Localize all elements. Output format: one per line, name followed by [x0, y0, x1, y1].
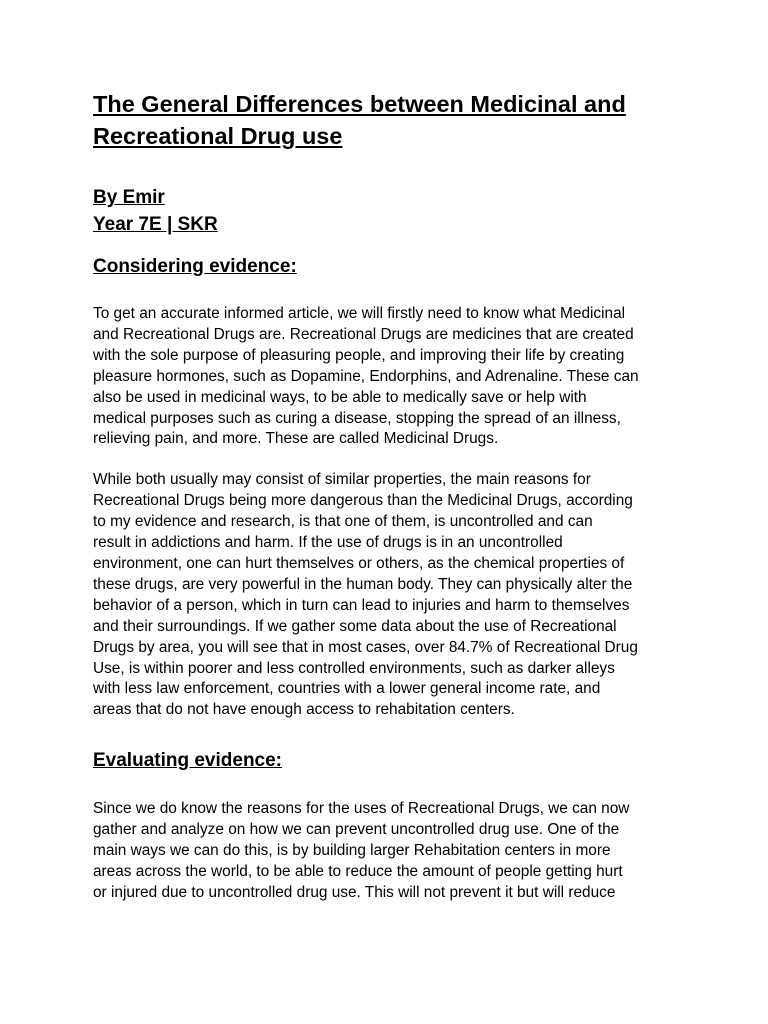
text-line: pleasure hormones, such as Dopamine, Endorphins, and Adrenaline. These can [93, 367, 639, 385]
text-line: To get an accurate informed article, we will firstly need to know what Medicinal [93, 305, 626, 322]
text-line: and Recreational Drugs are. Recreational Drugs are medicines that are created [93, 325, 634, 343]
text-line: to my evidence and research, is that one of them, is uncontrolled and can [93, 513, 593, 531]
text-line: these drugs, are very powerful in the human body. They can physically alter the [93, 575, 633, 593]
text-line: areas across the world, to be able to reduce the amount of people getting hurt [93, 862, 623, 880]
text-line: Recreational Drugs being more dangerous than the Medicinal Drugs, according [93, 492, 633, 510]
paragraph-definitions [93, 304, 683, 450]
section-heading-considering: Considering evidence: [93, 256, 297, 277]
byline [93, 184, 683, 238]
text-line: gather and analyze on how we can prevent uncontrolled drug use. One of the [93, 821, 620, 839]
title-line: Recreational Drug use [93, 123, 343, 149]
text-line: with the sole purpose of pleasuring people, and improving their life by creating [93, 346, 625, 364]
class-label: Year 7E | SKR [93, 214, 218, 235]
text-line: relieving pain, and more. These are called Medicinal Drugs. [93, 430, 499, 448]
paragraph-prevention [93, 799, 683, 904]
text-line: result in addictions and harm. If the use of drugs is in an uncontrolled [93, 534, 563, 552]
text-line: Since we do know the reasons for the uses of Recreational Drugs, we can now [93, 800, 630, 818]
text-line: behavior of a person, which in turn can lead to injuries and harm to themselves [93, 596, 630, 614]
text-line: medical purposes such as curing a disease, stopping the spread of an illness, [93, 409, 621, 427]
text-line: areas that do not have enough access to rehabitation centers. [93, 701, 515, 719]
title-line: The General Differences between Medicinal and [93, 91, 626, 117]
document-title [93, 88, 683, 152]
text-line: or injured due to uncontrolled drug use. This will not prevent it but will reduce [93, 883, 616, 901]
text-line: and their surroundings. If we gather some data about the use of Recreational [93, 617, 617, 635]
text-line: environment, one can hurt themselves or others, as the chemical properties of [93, 554, 625, 572]
author-name: By Emir [93, 187, 165, 208]
text-line: with less law enforcement, countries with a lower general income rate, and [93, 680, 601, 698]
paragraph-dangers [93, 470, 683, 721]
text-line: Use, is within poorer and less controlled environments, such as darker alleys [93, 659, 615, 677]
section-heading-evaluating: Evaluating evidence: [93, 750, 283, 772]
document-page [93, 88, 683, 904]
text-line: also be used in medicinal ways, to be able to medically save or help with [93, 388, 587, 406]
text-line: While both usually may consist of similar properties, the main reasons for [93, 471, 591, 489]
text-line: main ways we can do this, is by building larger Rehabitation centers in more [93, 842, 611, 860]
text-line: Drugs by area, you will see that in most cases, over 84.7% of Recreational Drug [93, 638, 638, 656]
